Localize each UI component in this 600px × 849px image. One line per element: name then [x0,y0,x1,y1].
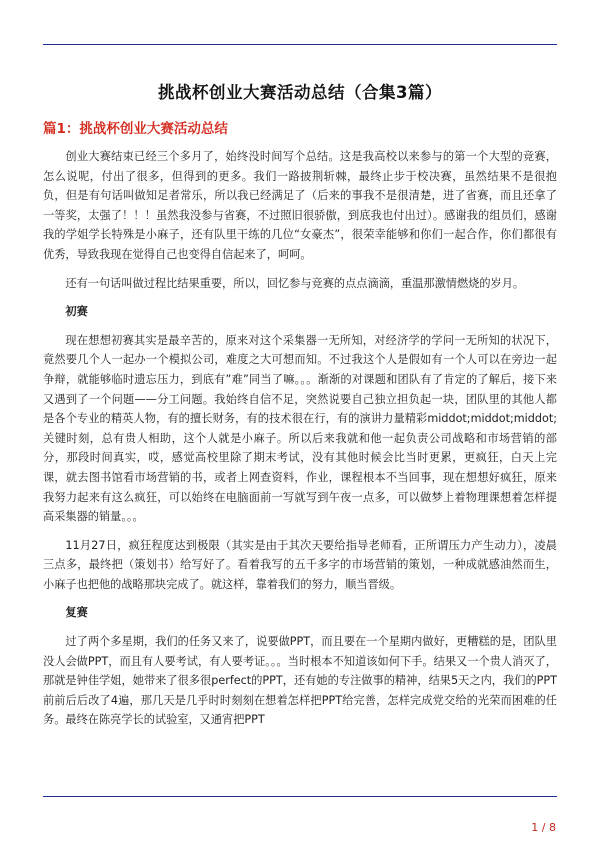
subheading-semifinal: 复赛 [65,606,88,620]
header-rule [43,44,557,45]
subheading-preliminary: 初赛 [65,305,88,319]
paragraph: 创业大赛结束已经三个多月了，始终没时间写个总结。这是我高校以来参与的第一个大型的竞赛，怎么说呢，付出了很多，但得到的更多。我们一路披荆斩棘，最终止步于校决赛，虽然结果不是很抱负，但是有句话叫做知足者常乐，所以我已经满足了（后来的事我不是很清楚，进了省赛，而且还拿了一等奖，太强了！！！虽然我没参与省赛，不过照旧很骄傲，到底我也付出过）。感谢我的组员们，感谢我的学姐学长特殊是小麻子，还有队里干练的几位“女豪杰”，很荣幸能够和你们一起合作，你们都很有优秀，导致我现在觉得自己也变得自信起来了，呵呵。 [43,150,557,261]
paragraph: 现在想想初赛其实是最辛苦的，原来对这个采集器一无所知，对经济学的学问一无所知的状况下，竟然要几个人一起办一个模拟公司，难度之大可想而知。不过我这个人是假如有一个人可以在旁边一起争辩，就能够临时遗忘压力，到底有”难”同当了嘛。。。渐渐的对课题和团队有了肯定的了解后，接下来又遇到了一个问题——分工问题。我始终自信不足，突然说要自己独立担负起一块，团队里的其他人都是各个专业的精英人物，有的擅长财务，有的技术很在行，有的演讲力量精彩middot;middot;middot;关键时刻，总有贵人相助，这个人就是小麻子。所以后来我就和他一起负责公司战略和市场营销的部分，那段时间真实，哎，感觉高校里除了期末考试，没有其他时候会比当时更累，更疯狂，白天上完课，就去图书馆看市场营销的书，或者上网查资料，作业，课程根本不当回事，现在想想好疯狂，原来我努力起来有这么疯狂，可以始终在电脑面前一写就写到午夜一点多，可以做梦上着物理课想着怎样提高采集器的销量。。。 [43,333,557,524]
document-body [43,147,557,739]
paragraph: 还有一句话叫做过程比结果重要，所以，回忆参与竞赛的点点滴滴，重温那激情燃烧的岁月。 [65,276,525,290]
document-title: 挑战杯创业大赛活动总结（合集3篇） [158,83,442,102]
paragraph: 11月27日，疯狂程度达到极限（其实是由于其次天要给指导老师看，正所谓压力产生动力），凌晨三点多，最终把（策划书）给写好了。看着我写的五千多字的市场营销的策划，一种成就感油然而生，小麻子也把他的战略那块完成了。就这样，靠着我们的努力，顺当晋级。 [43,538,557,591]
paragraph: 过了两个多星期，我们的任务又来了，说要做PPT，而且要在一个星期内做好，更糟糕的是，团队里没人会做PPT，而且有人要考试，有人要考证。。。当时根本不知道该如何下手。结果又一个贵人消灭了，那就是钟佳学姐，她带来了很多很perfect的PPT，还有她的专注做事的精神，结果5天之内，我们的PPT前前后后改了4遍，那几天是几乎时时刻刻在想着怎样把PPT给完善，怎样完成党交给的光荣而困难的任务。最终在陈亮学长的试验室，又通宵把PPT [43,635,557,727]
section-title: 篇1：挑战杯创业大赛活动总结 [43,121,228,137]
footer-rule [43,796,557,797]
page-number: 1 / 8 [531,821,556,834]
